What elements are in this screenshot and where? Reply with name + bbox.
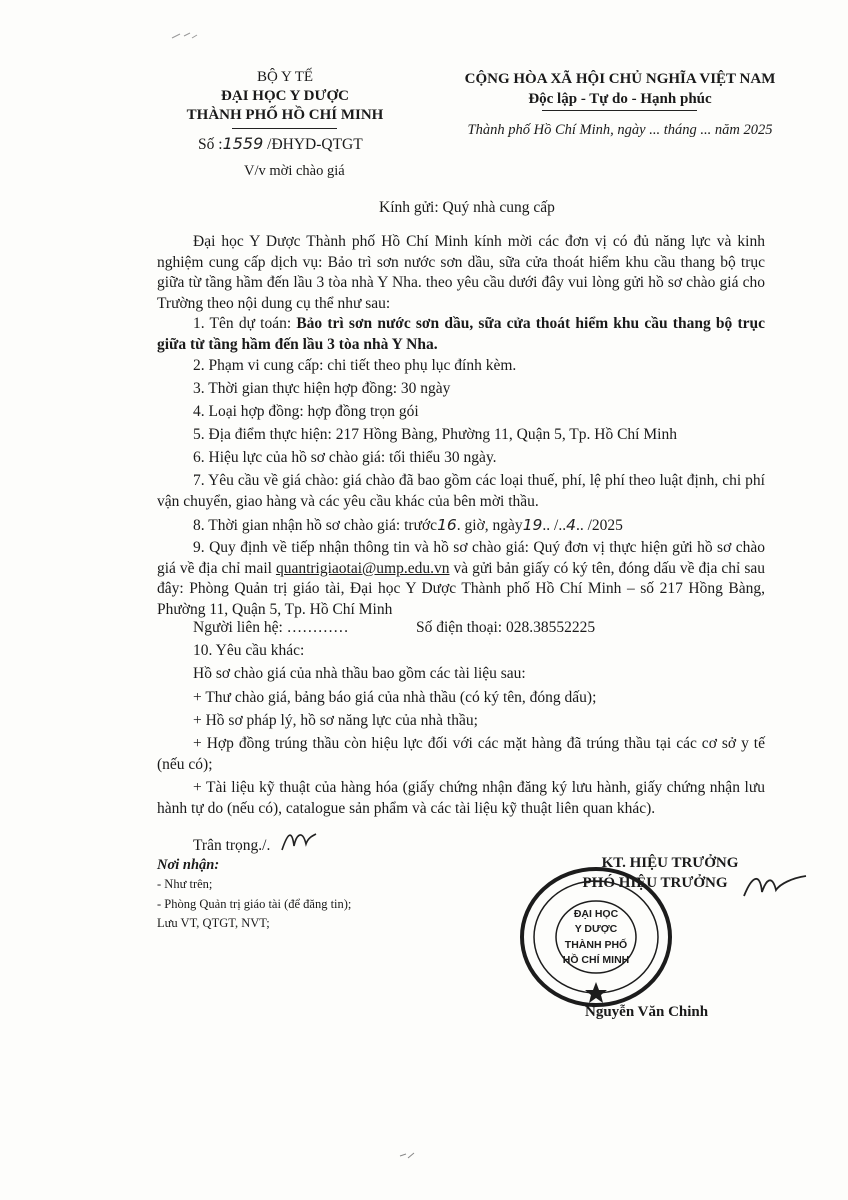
item-7: 7. Yêu cầu về giá chào: giá chào đã bao gồm các loại thuế, phí, lệ phí theo luật định, chi phí vận chuyển, giao hàng và các yêu cầu khác của bên mời thầu. bbox=[157, 472, 765, 510]
seal-text-1: ĐẠI HỌC bbox=[573, 908, 619, 920]
requirement-2: + Hồ sơ pháp lý, hồ sơ năng lực của nhà thầu; bbox=[193, 712, 478, 729]
item-2: 2. Phạm vi cung cấp: chi tiết theo phụ lục đính kèm. bbox=[193, 357, 517, 374]
item-1: 1. Tên dự toán: Bảo trì sơn nước sơn dầu, sữa cửa thoát hiểm khu cầu thang bộ trục giữa từ tầng hầm đến lầu 3 tòa nhà Y Nha. bbox=[157, 315, 765, 353]
document-subject: V/v mời chào giá bbox=[244, 163, 345, 179]
university-name-line1: ĐẠI HỌC Y DƯỢC bbox=[221, 88, 349, 104]
scan-mark-icon bbox=[170, 30, 200, 42]
salutation: Kính gửi: Quý nhà cung cấp bbox=[379, 199, 555, 216]
deadline-day: 19 bbox=[522, 516, 543, 534]
official-seal-icon bbox=[516, 862, 676, 1012]
initials-scribble-icon bbox=[278, 826, 318, 856]
signer-name: Nguyễn Văn Chinh bbox=[585, 1004, 709, 1020]
recipients-title: Nơi nhận: bbox=[157, 857, 220, 873]
requirement-4: + Tài liệu kỹ thuật của hàng hóa (giấy chứng nhận đăng ký lưu hành, giấy chứng nhận lưu hành tự do (nếu có), catalogue sản phẩm và các tài liệu kỹ thuật liên quan khác). bbox=[157, 779, 765, 817]
nation-title: CỘNG HÒA XÃ HỘI CHỦ NGHĨA VIỆT NAM bbox=[464, 71, 776, 87]
signature-title-1: KT. HIỆU TRƯỞNG bbox=[601, 855, 739, 871]
item-3: 3. Thời gian thực hiện hợp đồng: 30 ngày bbox=[193, 380, 451, 397]
recipient-2: - Phòng Quản trị giáo tài (để đăng tin); bbox=[157, 897, 352, 911]
requirement-1: + Thư chào giá, bảng báo giá của nhà thầu (có ký tên, đóng dấu); bbox=[193, 689, 597, 706]
document-number: Số :1559 /ĐHYD-QTGT bbox=[198, 134, 363, 153]
deadline-hour: 16 bbox=[437, 516, 457, 534]
intro-paragraph: Đại học Y Dược Thành phố Hồ Chí Minh kính mời các đơn vị có đủ năng lực và kinh nghiệm cung cấp dịch vụ: Bảo trì sơn nước sơn dầu, sữa cửa thoát hiểm khu cầu thang bộ trục giữa từ tầng hầm đến lầu 3 tòa nhà Y Nha. theo yêu cầu dưới đây vui lòng gửi hồ sơ chào giá cho Trường theo nội dung cụ thể như sau: bbox=[157, 233, 765, 312]
scan-mark-icon bbox=[398, 1150, 418, 1162]
item-10: 10. Yêu cầu khác: bbox=[193, 642, 305, 659]
item-10-intro: Hồ sơ chào giá của nhà thầu bao gồm các tài liệu sau: bbox=[193, 665, 526, 682]
requirement-3: + Hợp đồng trúng thầu còn hiệu lực đối với các mặt hàng đã trúng thầu tại các cơ sở y tế (nếu có); bbox=[157, 735, 765, 773]
national-motto: Độc lập - Tự do - Hạnh phúc bbox=[528, 91, 712, 107]
seal-text-3: THÀNH PHỐ bbox=[564, 939, 628, 951]
ministry-name: BỘ Y TẾ bbox=[256, 69, 314, 85]
closing-phrase: Trân trọng./. bbox=[193, 837, 271, 854]
signature-title-2: PHÓ HIỆU TRƯỞNG bbox=[582, 875, 728, 891]
item-9: 9. Quy định về tiếp nhận thông tin và hồ sơ chào giá: Quý đơn vị thực hiện gửi hồ sơ chào giá về địa chỉ mail quantrigiaotai@ump.edu.vn và gửi bản giấy có ký tên, đóng dấu về địa chỉ sau đây: Phòng Quản trị giáo tài, Đại học Y Dược Thành phố Hồ Chí Minh – số 217 Hồng Bàng, Phường 11, Quận 5, Tp. Hồ Chí Minh bbox=[157, 539, 765, 618]
item-4: 4. Loại hợp đồng: hợp đồng trọn gói bbox=[193, 403, 419, 420]
seal-text-4: HỒ CHÍ MINH bbox=[562, 954, 630, 966]
item-5: 5. Địa điểm thực hiện: 217 Hồng Bàng, Phường 11, Quận 5, Tp. Hồ Chí Minh bbox=[193, 426, 677, 443]
contact-person: Người liên hệ: ………… bbox=[193, 619, 349, 636]
signature-scribble-icon bbox=[740, 866, 810, 906]
item-8: 8. Thời gian nhận hồ sơ chào giá: trước16. giờ, ngày19.. /..4.. /2025 bbox=[193, 516, 623, 534]
header-left-underline bbox=[232, 128, 337, 129]
project-title: Bảo trì sơn nước sơn dầu, sữa cửa thoát hiểm khu cầu thang bộ trục giữa từ tầng hầm đến lầu 3 tòa nhà Y Nha. bbox=[157, 315, 765, 353]
contact-email-link[interactable]: quantrigiaotai@ump.edu.vn bbox=[275, 559, 450, 577]
header-left bbox=[160, 68, 410, 125]
place-and-date: Thành phố Hồ Chí Minh, ngày ... tháng ... năm 2025 bbox=[467, 122, 773, 138]
recipients-block bbox=[157, 856, 351, 931]
recipient-3: Lưu VT, QTGT, NVT; bbox=[157, 916, 270, 930]
deadline-month: 4 bbox=[566, 516, 576, 534]
seal-text-2: Y DƯỢC bbox=[574, 923, 618, 935]
item-6: 6. Hiệu lực của hồ sơ chào giá: tối thiểu 30 ngày. bbox=[193, 449, 497, 466]
university-name-line2: THÀNH PHỐ HỒ CHÍ MINH bbox=[186, 107, 384, 123]
motto-underline bbox=[542, 110, 697, 111]
recipient-1: - Như trên; bbox=[157, 877, 213, 891]
doc-number-handwritten: 1559 bbox=[222, 134, 264, 153]
contact-phone: Số điện thoại: 028.38552225 bbox=[416, 619, 596, 636]
